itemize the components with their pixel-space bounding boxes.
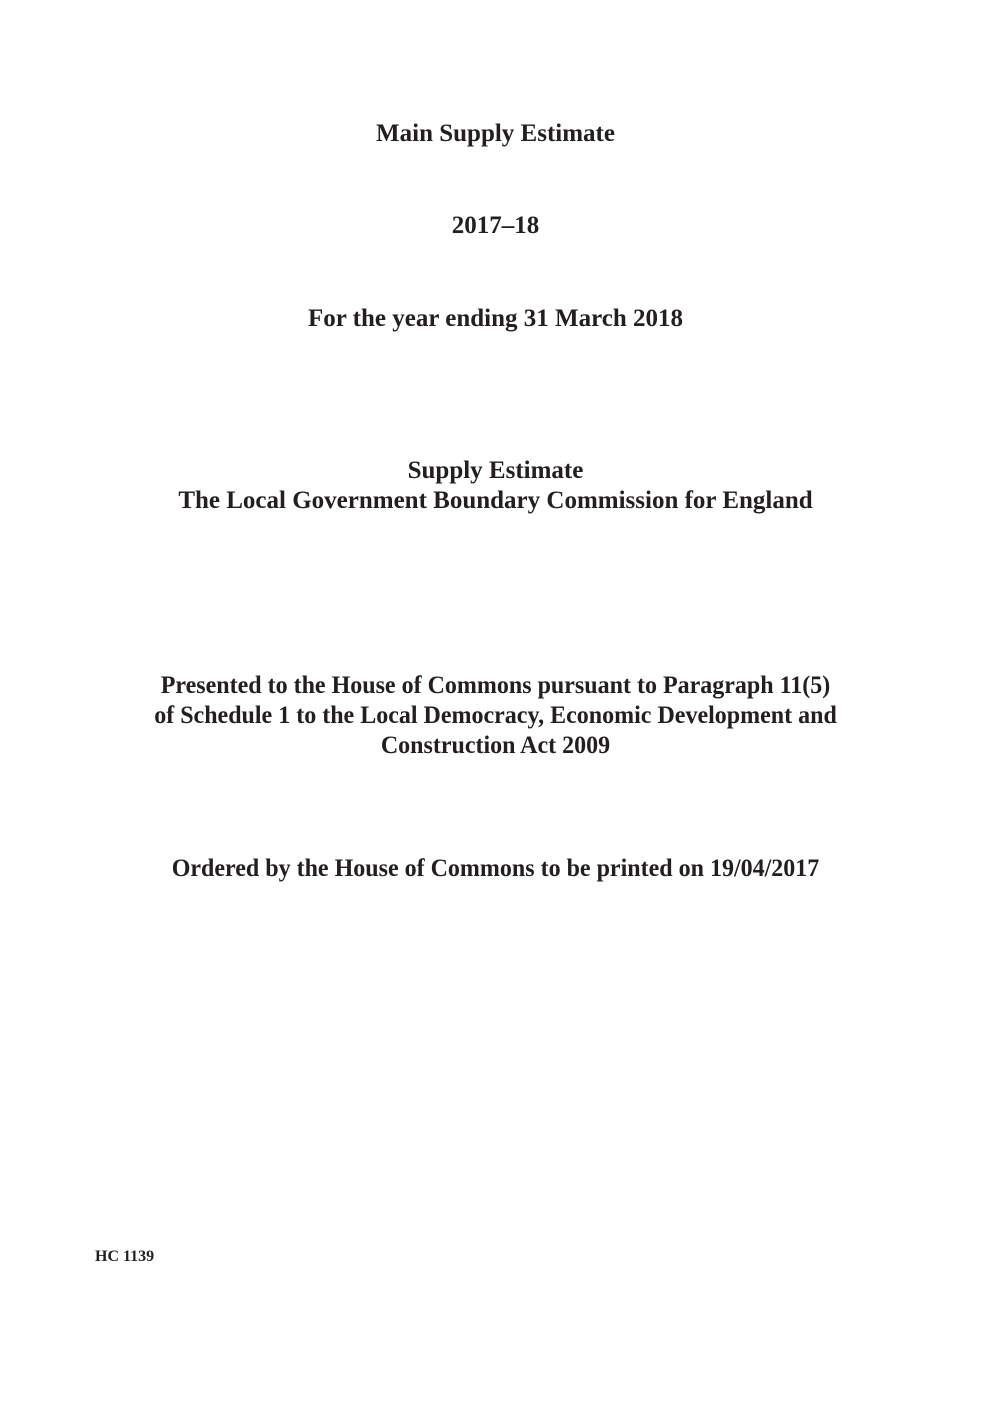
order-statement: Ordered by the House of Commons to be printed on 19/04/2017 [171,855,820,882]
presentation-line: Construction Act 2009 [380,732,611,759]
document-year: 2017–18 [451,212,540,239]
estimate-heading [0,456,991,516]
document-title: Main Supply Estimate [376,120,615,147]
presentation-line: of Schedule 1 to the Local Democracy, Economic Development and [154,702,837,729]
document-period: For the year ending 31 March 2018 [308,305,683,332]
body-name: The Local Government Boundary Commission for England [178,487,813,514]
hc-number: HC 1139 [95,1248,155,1265]
presentation-statement [20,671,971,761]
estimate-type: Supply Estimate [407,457,584,484]
presentation-line: Presented to the House of Commons pursuant to Paragraph 11(5) [160,672,831,699]
